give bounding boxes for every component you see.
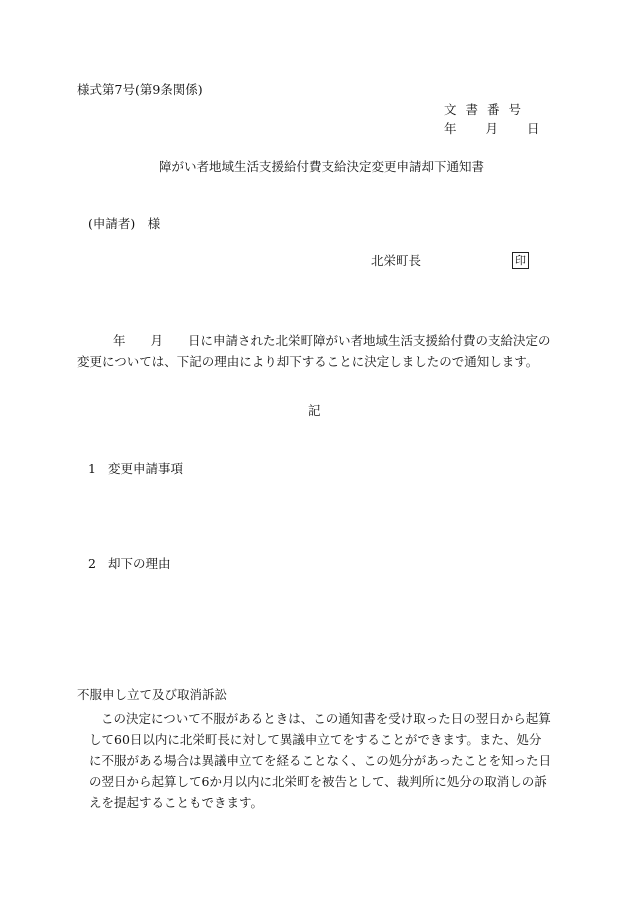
notice-body-paragraph: 年 月 日に申請された北栄町障がい者地域生活支援給付費の支給決定の変更については、下記の理由により却下することに決定しましたので通知します。 bbox=[77, 333, 551, 369]
form-number: 様式第7号(第9条関係) bbox=[77, 82, 203, 97]
date-day-label: 日 bbox=[527, 121, 540, 136]
appeal-paragraph: この決定について不服があるときは、この通知書を受け取った日の翌日から起算して60日以内に北栄町長に対して異議申立てをすることができます。また、処分に不服がある場合は異議申立てを経ることなく、この処分があったことを知った日の翌日から起算して6か月以内に北栄町を被告として、裁判所に処分の取消しの訴えを提起することもできます。 bbox=[89, 711, 552, 810]
date-label bbox=[444, 123, 540, 136]
item-change-request bbox=[88, 463, 183, 476]
seal-mark: 印 bbox=[512, 252, 529, 269]
date-month-label: 月 bbox=[485, 121, 499, 136]
document-number-label: 文書番号 bbox=[444, 102, 531, 117]
item-rejection-reason bbox=[88, 558, 170, 571]
item-number: 1 bbox=[88, 461, 96, 476]
appeal-heading: 不服申し立て及び取消訴訟 bbox=[77, 687, 228, 702]
item-label: 変更申請事項 bbox=[107, 461, 183, 476]
issuer-name: 北栄町長 bbox=[371, 253, 422, 268]
applicant-line: (申請者) 様 bbox=[88, 216, 161, 231]
item-label: 却下の理由 bbox=[107, 556, 171, 571]
item-number: 2 bbox=[88, 556, 96, 571]
document-title: 障がい者地域生活支援給付費支給決定変更申請却下通知書 bbox=[159, 159, 485, 174]
ki-heading: 記 bbox=[308, 403, 321, 418]
date-year-label: 年 bbox=[444, 121, 457, 136]
